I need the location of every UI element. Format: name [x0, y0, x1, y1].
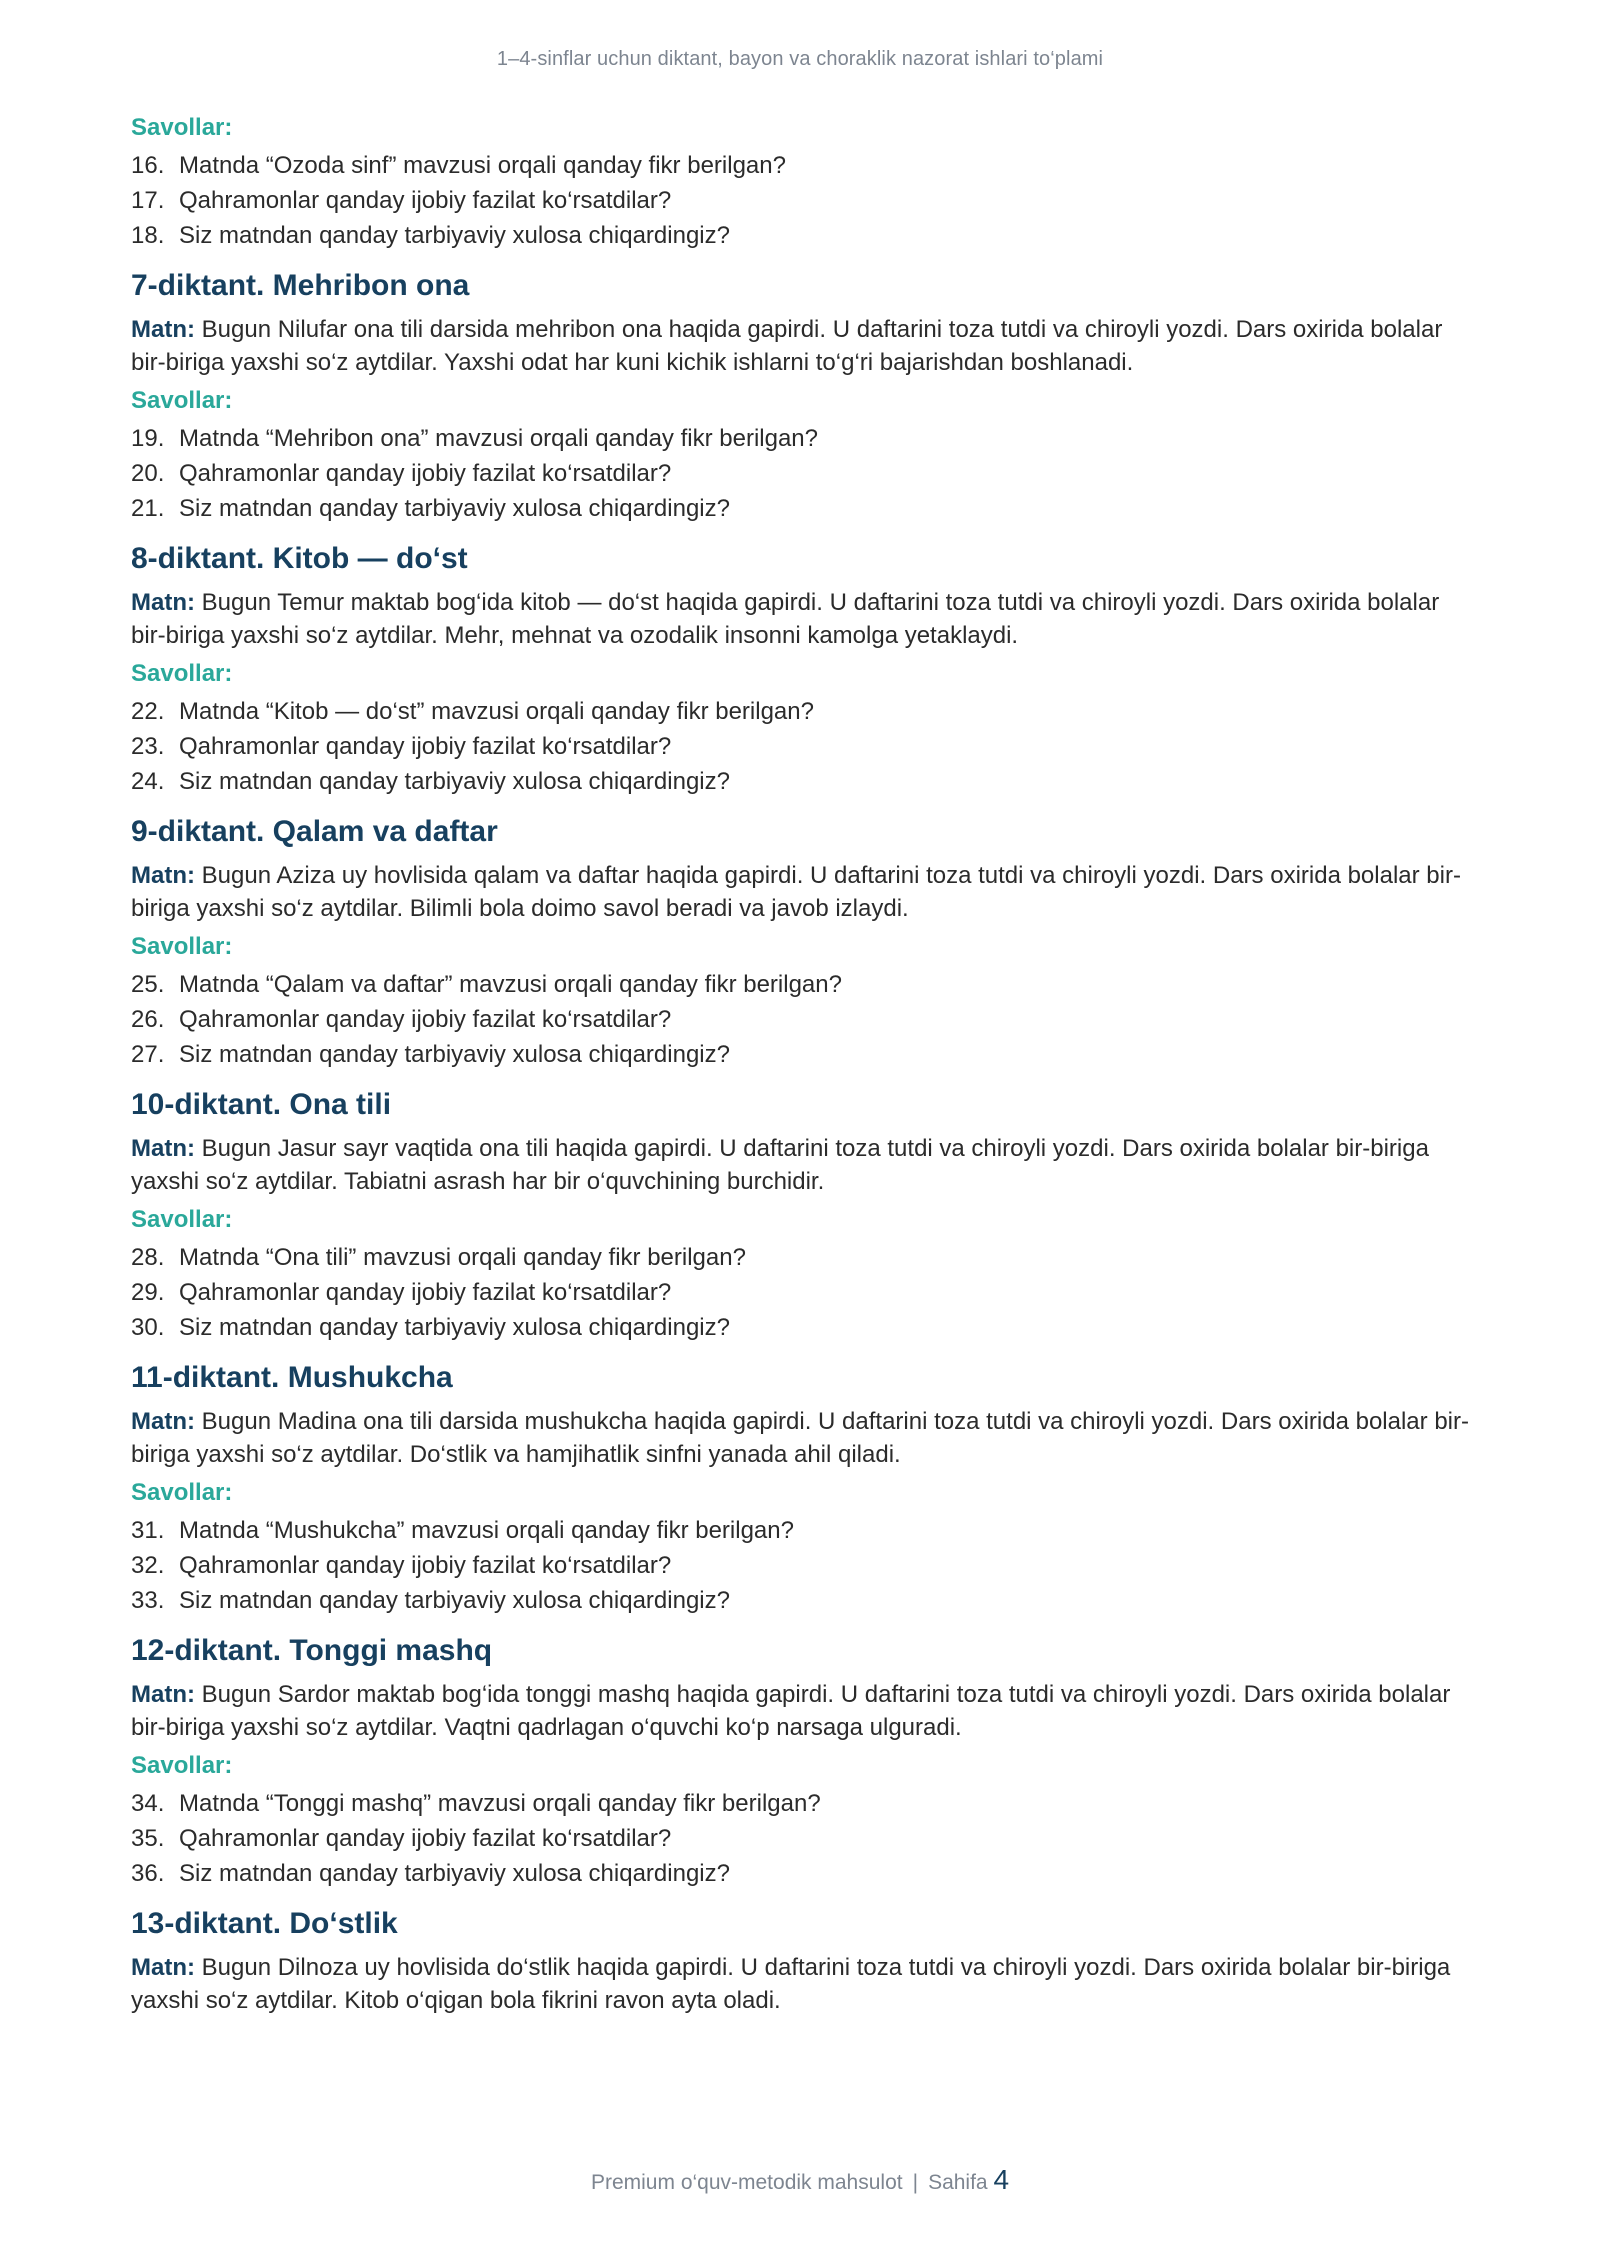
matn-label: Matn:: [131, 316, 195, 343]
question-number: 26.: [131, 1006, 165, 1033]
question-item: [131, 1548, 1471, 1583]
question-number: 21.: [131, 495, 165, 522]
question-text: Siz matndan qanday tarbiyaviy xulosa chiqardingiz?: [179, 1860, 730, 1887]
question-text: Qahramonlar qanday ijobiy fazilat ko‘rsatdilar?: [179, 187, 672, 214]
dictation-section: [131, 813, 1471, 1072]
section-title: 11-diktant. Mushukcha: [131, 1361, 453, 1394]
page-header: 1–4-sinflar uchun diktant, bayon va choraklik nazorat ishlari to‘plami: [496, 48, 1104, 70]
dictation-section: [131, 1632, 1471, 1891]
matn-paragraph: [131, 1132, 1471, 1198]
matn-text: Bugun Nilufar ona tili darsida mehribon ona haqida gapirdi. U daftarini toza tutdi va chiroyli yozdi. Dars oxirida bolalar bir-biriga yaxshi so‘z aytdilar. Yaxshi odat har kuni kichik ishlarni to‘g‘ri bajarishdan boshlanadi.: [131, 316, 1443, 376]
question-number: 31.: [131, 1517, 165, 1544]
question-list: [131, 148, 1471, 253]
question-item: [131, 148, 1471, 183]
question-text: Siz matndan qanday tarbiyaviy xulosa chiqardingiz?: [179, 1041, 730, 1068]
question-number: 36.: [131, 1860, 165, 1887]
questions-label: Savollar:: [131, 933, 233, 960]
question-item: [131, 694, 1471, 729]
matn-paragraph: [131, 859, 1471, 925]
question-number: 27.: [131, 1041, 165, 1068]
question-number: 23.: [131, 733, 165, 760]
matn-label: Matn:: [131, 589, 195, 616]
matn-label: Matn:: [131, 1681, 195, 1708]
matn-text: Bugun Aziza uy hovlisida qalam va daftar haqida gapirdi. U daftarini toza tutdi va chiroyli yozdi. Dars oxirida bolalar bir-biriga yaxshi so‘z aytdilar. Bilimli bola doimo savol beradi va javob izlaydi.: [131, 862, 1461, 922]
question-text: Matnda “Ona tili” mavzusi orqali qanday fikr berilgan?: [179, 1244, 746, 1271]
question-number: 28.: [131, 1244, 165, 1271]
page-footer: [0, 2164, 1600, 2196]
matn-label: Matn:: [131, 862, 195, 889]
question-number: 19.: [131, 425, 165, 452]
question-text: Siz matndan qanday tarbiyaviy xulosa chiqardingiz?: [179, 768, 730, 795]
question-text: Matnda “Kitob — do‘st” mavzusi orqali qanday fikr berilgan?: [179, 698, 814, 725]
question-number: 33.: [131, 1587, 165, 1614]
question-item: [131, 1513, 1471, 1548]
question-text: Siz matndan qanday tarbiyaviy xulosa chiqardingiz?: [179, 1587, 730, 1614]
dictation-section: [131, 267, 1471, 526]
question-text: Matnda “Qalam va daftar” mavzusi orqali qanday fikr berilgan?: [179, 971, 842, 998]
question-number: 29.: [131, 1279, 165, 1306]
question-number: 35.: [131, 1825, 165, 1852]
section-title: 8-diktant. Kitob — do‘st: [131, 542, 468, 575]
question-number: 17.: [131, 187, 165, 214]
question-text: Matnda “Mehribon ona” mavzusi orqali qanday fikr berilgan?: [179, 425, 818, 452]
question-item: [131, 729, 1471, 764]
matn-label: Matn:: [131, 1954, 195, 1981]
question-list: [131, 967, 1471, 1072]
section-title: 7-diktant. Mehribon ona: [131, 269, 470, 302]
questions-label: Savollar:: [131, 660, 233, 687]
matn-paragraph: [131, 1405, 1471, 1471]
question-text: Matnda “Ozoda sinf” mavzusi orqali qanday fikr berilgan?: [179, 152, 786, 179]
question-text: Qahramonlar qanday ijobiy fazilat ko‘rsatdilar?: [179, 1279, 672, 1306]
question-text: Qahramonlar qanday ijobiy fazilat ko‘rsatdilar?: [179, 1552, 672, 1579]
question-item: [131, 1821, 1471, 1856]
matn-paragraph: [131, 1678, 1471, 1744]
question-list: [131, 1240, 1471, 1345]
footer-product: Premium o‘quv-metodik mahsulot: [590, 2171, 903, 2194]
question-item: [131, 491, 1471, 526]
matn-text: Bugun Sardor maktab bog‘ida tonggi mashq haqida gapirdi. U daftarini toza tutdi va chiroyli yozdi. Dars oxirida bolalar bir-biriga yaxshi so‘z aytdilar. Vaqtni qadrlagan o‘quvchi ko‘p narsaga ulguradi.: [131, 1681, 1451, 1741]
question-list: [131, 694, 1471, 799]
matn-label: Matn:: [131, 1135, 195, 1162]
question-text: Qahramonlar qanday ijobiy fazilat ko‘rsatdilar?: [179, 733, 672, 760]
question-item: [131, 218, 1471, 253]
question-text: Siz matndan qanday tarbiyaviy xulosa chiqardingiz?: [179, 495, 730, 522]
question-number: 34.: [131, 1790, 165, 1817]
question-text: Qahramonlar qanday ijobiy fazilat ko‘rsatdilar?: [179, 460, 672, 487]
question-item: [131, 967, 1471, 1002]
questions-label: Savollar:: [131, 1479, 233, 1506]
question-text: Qahramonlar qanday ijobiy fazilat ko‘rsatdilar?: [179, 1825, 672, 1852]
page-content: [131, 112, 1471, 2023]
question-item: [131, 421, 1471, 456]
footer-page-label: Sahifa: [928, 2171, 988, 2194]
question-item: [131, 1786, 1471, 1821]
question-number: 25.: [131, 971, 165, 998]
matn-paragraph: [131, 1951, 1471, 2017]
question-number: 32.: [131, 1552, 165, 1579]
question-number: 30.: [131, 1314, 165, 1341]
question-item: [131, 183, 1471, 218]
question-text: Siz matndan qanday tarbiyaviy xulosa chiqardingiz?: [179, 222, 730, 249]
matn-label: Matn:: [131, 1408, 195, 1435]
question-text: Matnda “Mushukcha” mavzusi orqali qanday fikr berilgan?: [179, 1517, 794, 1544]
question-item: [131, 1856, 1471, 1891]
question-text: Qahramonlar qanday ijobiy fazilat ko‘rsatdilar?: [179, 1006, 672, 1033]
question-item: [131, 1310, 1471, 1345]
matn-text: Bugun Jasur sayr vaqtida ona tili haqida gapirdi. U daftarini toza tutdi va chiroyli yozdi. Dars oxirida bolalar bir-biriga yaxshi so‘z aytdilar. Tabiatni asrash har bir o‘quvchining burchidir.: [131, 1135, 1429, 1195]
section-title: 13-diktant. Do‘stlik: [131, 1907, 398, 1940]
question-number: 22.: [131, 698, 165, 725]
question-text: Siz matndan qanday tarbiyaviy xulosa chiqardingiz?: [179, 1314, 730, 1341]
matn-text: Bugun Madina ona tili darsida mushukcha haqida gapirdi. U daftarini toza tutdi va chiroyli yozdi. Dars oxirida bolalar bir-biriga yaxshi so‘z aytdilar. Do‘stlik va hamjihatlik sinfni yanada ahil qiladi.: [131, 1408, 1469, 1468]
question-text: Matnda “Tonggi mashq” mavzusi orqali qanday fikr berilgan?: [179, 1790, 821, 1817]
question-item: [131, 1002, 1471, 1037]
intro-questions-block: [131, 112, 1471, 253]
question-number: 20.: [131, 460, 165, 487]
question-number: 16.: [131, 152, 165, 179]
dictation-section: [131, 1359, 1471, 1618]
question-item: [131, 1037, 1471, 1072]
questions-label: Savollar:: [131, 387, 233, 414]
question-item: [131, 456, 1471, 491]
matn-paragraph: [131, 586, 1471, 652]
question-list: [131, 1513, 1471, 1618]
question-item: [131, 1275, 1471, 1310]
question-number: 24.: [131, 768, 165, 795]
questions-label: Savollar:: [131, 1206, 233, 1233]
section-title: 10-diktant. Ona tili: [131, 1088, 392, 1121]
matn-paragraph: [131, 313, 1471, 379]
question-item: [131, 764, 1471, 799]
questions-label: Savollar:: [131, 1752, 233, 1779]
matn-text: Bugun Dilnoza uy hovlisida do‘stlik haqida gapirdi. U daftarini toza tutdi va chiroyli yozdi. Dars oxirida bolalar bir-biriga yaxshi so‘z aytdilar. Kitob o‘qigan bola fikrini ravon ayta oladi.: [131, 1954, 1451, 2014]
dictation-section: [131, 1086, 1471, 1345]
section-title: 9-diktant. Qalam va daftar: [131, 815, 498, 848]
page-number: 4: [993, 2164, 1010, 2195]
matn-text: Bugun Temur maktab bog‘ida kitob — do‘st haqida gapirdi. U daftarini toza tutdi va chiroyli yozdi. Dars oxirida bolalar bir-biriga yaxshi so‘z aytdilar. Mehr, mehnat va ozodalik insonni kamolga yetaklaydi.: [131, 589, 1440, 649]
question-list: [131, 1786, 1471, 1891]
dictation-section: [131, 1905, 1471, 2017]
question-item: [131, 1583, 1471, 1618]
question-item: [131, 1240, 1471, 1275]
footer-separator: |: [912, 2171, 919, 2194]
question-number: 18.: [131, 222, 165, 249]
section-title: 12-diktant. Tonggi mashq: [131, 1634, 493, 1667]
questions-label: Savollar:: [131, 114, 233, 141]
question-list: [131, 421, 1471, 526]
dictation-section: [131, 540, 1471, 799]
